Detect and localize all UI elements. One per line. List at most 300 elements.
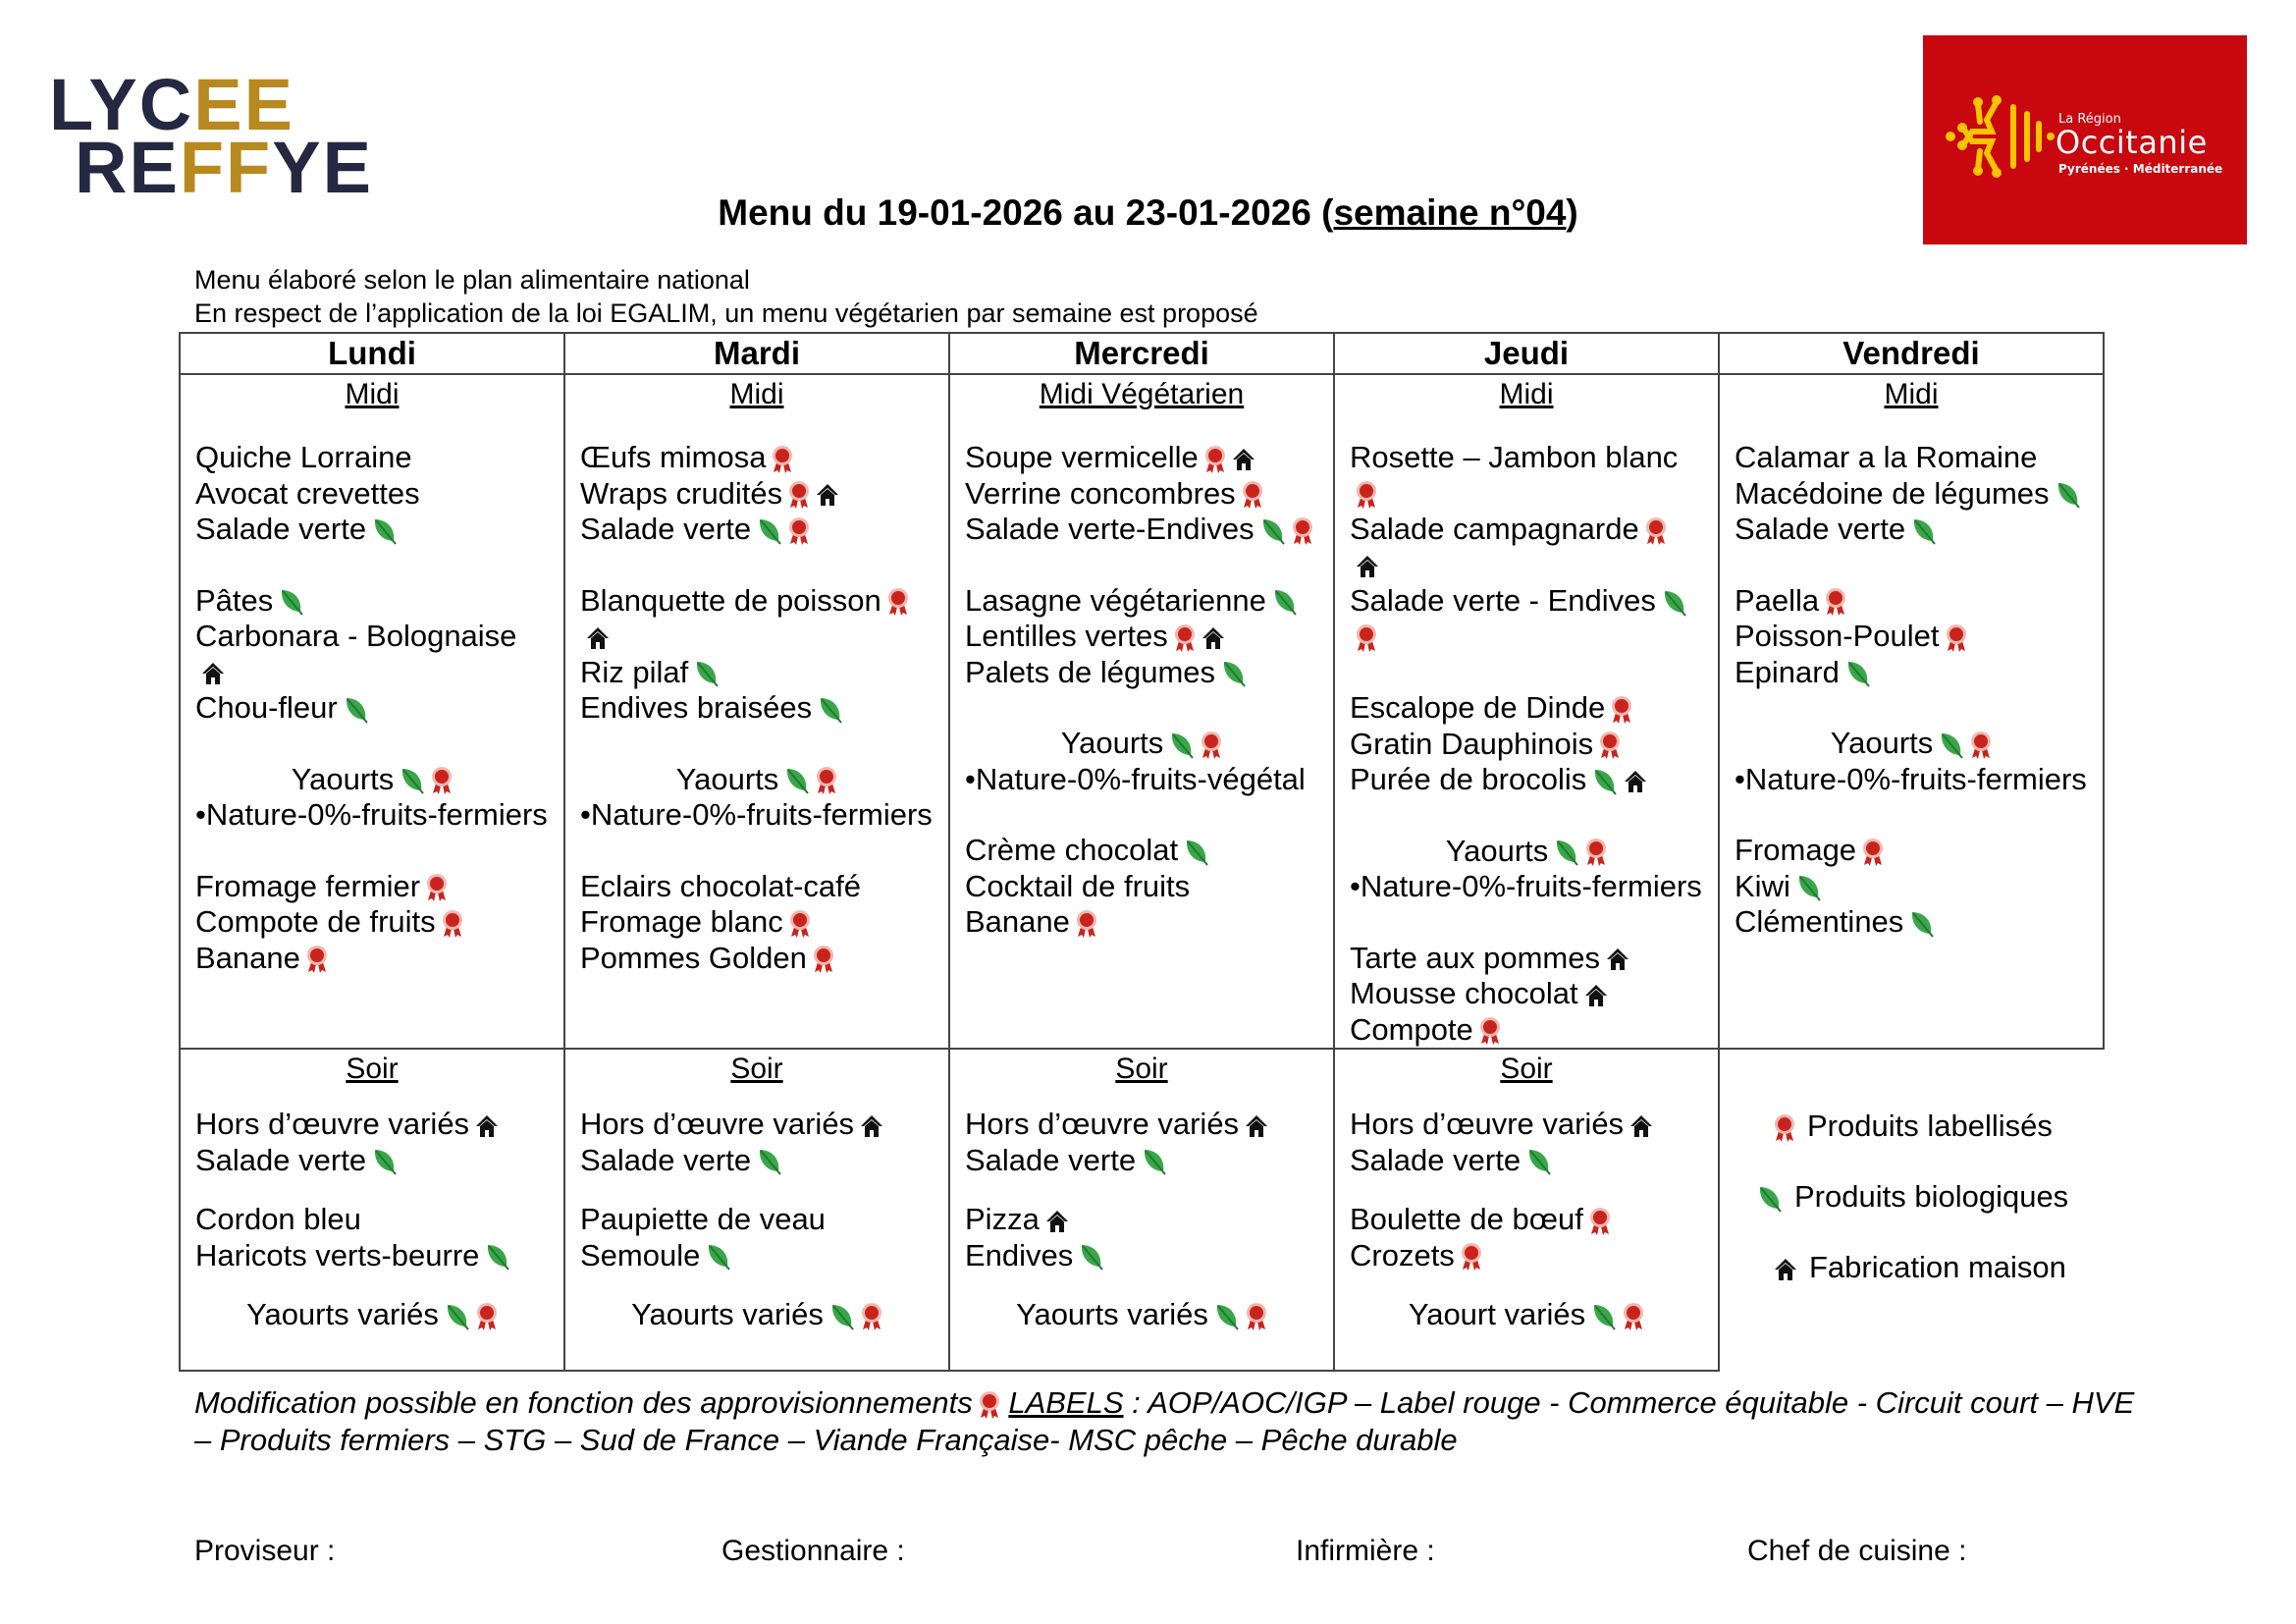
home-icon: [586, 626, 610, 650]
leaf-icon: [1272, 588, 1298, 616]
leaf-icon: [706, 1243, 731, 1271]
leaf-icon: [279, 588, 304, 616]
menu-item: [1350, 762, 1718, 798]
menu-item-text: Salade verte - Endives: [1350, 583, 1656, 618]
menu-item: [580, 1143, 948, 1179]
award-icon: [1862, 838, 1884, 867]
soir-items: [950, 1089, 1333, 1333]
leaf-icon: [1079, 1243, 1104, 1271]
menu-item-text: Fromage: [1735, 833, 1857, 867]
group-spacer: [195, 1273, 563, 1297]
menu-item: [195, 904, 563, 941]
leaf-icon: [485, 1243, 510, 1271]
group-spacer: [580, 1178, 948, 1202]
intro-line-1: Menu élaboré selon le plan alimentaire national: [194, 265, 750, 295]
menu-item: [1735, 904, 2103, 941]
menu-item-text: Fromage fermier: [195, 868, 421, 903]
menu-item: [580, 941, 948, 977]
soir-label: Soir: [1500, 1053, 1553, 1085]
group-spacer: [195, 1178, 563, 1202]
menu-item-text: Kiwi: [1735, 868, 1790, 903]
menu-item-text: Yaourts: [675, 761, 779, 796]
menu-item: [1350, 440, 1718, 476]
menu-item-text: Tarte aux pommes: [1350, 940, 1600, 975]
menu-item: [1735, 869, 2103, 905]
menu-item-text: Crozets: [1350, 1237, 1455, 1272]
soir-cell: [1334, 1049, 1719, 1371]
midi-items: [565, 414, 948, 976]
occitan-cross-icon: [1943, 82, 2060, 190]
menu-item-text: Carbonara - Bolognaise: [195, 619, 517, 653]
leaf-icon: [1169, 731, 1195, 759]
midi-cell: [1719, 374, 2104, 1049]
leaf-icon: [757, 1148, 782, 1175]
menu-item: [1350, 1238, 1718, 1274]
menu-item: [965, 476, 1333, 513]
leaf-icon: [1214, 1303, 1240, 1330]
leaf-icon: [2056, 481, 2081, 509]
signature-chef-cuisine: Chef de cuisine :: [1747, 1535, 1967, 1567]
award-icon: [1611, 695, 1632, 725]
leaf-icon: [344, 696, 369, 724]
award-icon: [1623, 1302, 1644, 1331]
menu-item-text: Semoule: [580, 1237, 701, 1272]
group-spacer: [1350, 655, 1718, 690]
signature-proviseur: Proviseur :: [194, 1535, 336, 1567]
menu-item-text: Calamar a la Romaine: [1735, 440, 2038, 474]
menu-item-text: Compote: [1350, 1011, 1473, 1047]
home-icon: [1356, 555, 1379, 578]
menu-item-text: Yaourt variés: [1408, 1297, 1586, 1331]
soir-label: Soir: [1115, 1053, 1168, 1085]
award-icon: [1461, 1242, 1482, 1272]
menu-item: [965, 1238, 1333, 1274]
signature-gestionnaire: Gestionnaire :: [721, 1535, 905, 1567]
legend-label: Produits labellisés: [1807, 1109, 2053, 1143]
award-icon: [979, 1390, 1000, 1420]
leaf-icon: [829, 1303, 855, 1330]
award-icon: [1774, 1113, 1795, 1143]
leaf-icon: [1845, 660, 1871, 687]
group-spacer: [580, 548, 948, 583]
menu-item-text: Yaourts variés: [246, 1297, 439, 1331]
award-icon: [1246, 1302, 1267, 1331]
leaf-icon: [1939, 731, 1964, 759]
menu-item: [580, 904, 948, 941]
labels-heading: LABELS: [1008, 1385, 1124, 1420]
menu-item: [195, 655, 563, 691]
home-icon: [1045, 1210, 1069, 1233]
menu-item: [1350, 548, 1718, 584]
menu-item: [580, 690, 948, 727]
menu-item: [1350, 1012, 1718, 1049]
menu-item: [965, 1143, 1333, 1179]
menu-item: [1735, 762, 2103, 798]
home-icon: [860, 1114, 883, 1138]
menu-item-text: •Nature-0%-fruits-fermiers: [580, 797, 933, 832]
award-icon: [887, 587, 909, 617]
menu-item-text: Avocat crevettes: [195, 475, 420, 511]
soir-cell: [564, 1049, 949, 1371]
menu-item-text: Salade verte: [195, 512, 367, 546]
legend-item: [1720, 1109, 2104, 1144]
leaf-icon: [1592, 768, 1618, 795]
menu-item-text: •Nature-0%-fruits-fermiers: [1350, 869, 1702, 903]
home-icon: [1584, 984, 1608, 1007]
day-header-vendredi: Vendredi: [1719, 333, 2104, 374]
menu-item-text: Fromage blanc: [580, 904, 783, 939]
award-icon: [772, 445, 793, 474]
menu-item: [1350, 583, 1718, 620]
menu-item: [1735, 512, 2103, 548]
award-icon: [1204, 445, 1226, 474]
legend-cell: [1719, 1049, 2104, 1371]
menu-item: [965, 655, 1333, 691]
home-icon: [1624, 770, 1647, 793]
footer-note: [194, 1384, 2138, 1459]
menu-item: [1735, 726, 2103, 762]
soir-label: Soir: [730, 1053, 783, 1085]
group-spacer: [965, 690, 1333, 726]
award-icon: [1645, 516, 1667, 546]
menu-item: [965, 762, 1333, 798]
menu-item: [195, 869, 563, 905]
menu-item: [1350, 834, 1718, 870]
menu-item: [195, 797, 563, 834]
menu-item: [1735, 833, 2103, 869]
group-spacer: [1735, 690, 2103, 726]
day-header-mardi: Mardi: [564, 333, 949, 374]
day-header-mercredi: Mercredi: [949, 333, 1334, 374]
award-icon: [1946, 623, 1967, 653]
menu-item: [965, 583, 1333, 620]
award-icon: [1970, 731, 1992, 760]
menu-item-text: Salade campagnarde: [1350, 512, 1639, 546]
award-icon: [1825, 587, 1846, 617]
midi-items: [950, 414, 1333, 941]
leaf-icon: [1526, 1148, 1552, 1175]
menu-item: [1350, 1143, 1718, 1179]
group-spacer: [195, 834, 563, 869]
menu-item: [1350, 1202, 1718, 1238]
menu-item: [580, 583, 948, 620]
group-spacer: [195, 727, 563, 762]
menu-item-text: Crème chocolat: [965, 833, 1179, 867]
menu-item-text: Wraps crudités: [580, 475, 783, 511]
menu-item-text: Hors d’œuvre variés: [580, 1107, 855, 1141]
legend-label: Produits biologiques: [1794, 1179, 2069, 1214]
menu-item: [1735, 476, 2103, 513]
menu-item-text: Paupiette de veau: [580, 1202, 826, 1236]
group-spacer: [1350, 1273, 1718, 1297]
menu-item: [965, 869, 1333, 905]
menu-item-text: Poisson-Poulet: [1735, 619, 1940, 653]
home-icon: [1201, 626, 1225, 650]
group-spacer: [580, 1273, 948, 1297]
menu-item: [580, 476, 948, 513]
lycee-reffye-logo: [49, 64, 373, 208]
leaf-icon: [757, 517, 782, 545]
weekly-menu-table: [179, 332, 2105, 1372]
award-icon: [1242, 480, 1263, 510]
legend-label: Fabrication maison: [1809, 1250, 2066, 1284]
menu-item-text: Verrine concombres: [965, 475, 1236, 511]
menu-item: [580, 869, 948, 905]
leaf-icon: [694, 660, 720, 687]
menu-item-text: Chou-fleur: [195, 690, 338, 725]
midi-label: Midi: [729, 378, 784, 410]
title-week-number: semaine n°04: [1333, 192, 1567, 233]
award-icon: [788, 480, 810, 510]
leaf-icon: [445, 1303, 470, 1330]
menu-item-text: Rosette – Jambon blanc: [1350, 440, 1679, 474]
group-spacer: [965, 548, 1333, 583]
day-header-lundi: Lundi: [180, 333, 564, 374]
menu-item-text: Salade verte: [195, 1142, 367, 1177]
menu-item: [965, 1202, 1333, 1238]
soir-cell: [180, 1049, 564, 1371]
region-logo-subtitle: Pyrénées · Méditerranée: [2058, 162, 2223, 176]
menu-item: [965, 904, 1333, 941]
logo-text-dark: RE: [75, 127, 180, 208]
menu-item: [195, 1107, 563, 1143]
legend-item: [1720, 1179, 2104, 1215]
group-spacer: [965, 1273, 1333, 1297]
leaf-icon: [1909, 910, 1935, 938]
group-spacer: [1735, 548, 2103, 583]
award-icon: [813, 945, 834, 974]
supply-note: Modification possible en fonction des approvisionnements: [194, 1385, 973, 1420]
intro-line-2: En respect de l’application de la loi EGALIM, un menu végétarien par semaine est proposé: [194, 298, 1258, 328]
soir-items: [565, 1089, 948, 1333]
menu-item-text: Endives: [965, 1237, 1074, 1272]
menu-item: [965, 1297, 1333, 1333]
menu-item-text: Riz pilaf: [580, 654, 689, 689]
menu-item-text: Yaourts variés: [1016, 1297, 1208, 1331]
menu-item: [580, 619, 948, 655]
menu-item: [195, 690, 563, 727]
title-dates: Menu du 19-01-2026 au 23-01-2026 (: [718, 192, 1334, 233]
home-icon: [1629, 1114, 1653, 1138]
midi-row: [180, 374, 2104, 1049]
midi-cell: [949, 374, 1334, 1049]
menu-item-text: Banane: [965, 904, 1070, 939]
signature-infirmiere: Infirmière :: [1296, 1535, 1435, 1567]
menu-item-text: Haricots verts-beurre: [195, 1237, 480, 1272]
leaf-icon: [1796, 874, 1822, 901]
home-icon: [1774, 1258, 1797, 1281]
menu-item-text: •Nature-0%-fruits-fermiers: [195, 797, 548, 832]
award-icon: [1174, 623, 1196, 653]
group-spacer: [1735, 797, 2103, 833]
menu-item: [195, 1202, 563, 1238]
award-icon: [306, 945, 328, 974]
menu-item: [1350, 690, 1718, 727]
menu-item: [1735, 440, 2103, 476]
menu-item-text: Œufs mimosa: [580, 440, 767, 474]
menu-item-text: Salade verte-Endives: [965, 512, 1255, 546]
midi-label: Midi Végétarien: [1039, 378, 1245, 410]
menu-item-text: Hors d’œuvre variés: [195, 1107, 470, 1141]
group-spacer: [1350, 1178, 1718, 1202]
midi-label: Midi: [1884, 378, 1939, 410]
leaf-icon: [1554, 839, 1579, 866]
leaf-icon: [1591, 1303, 1617, 1330]
menu-item: [580, 797, 948, 834]
award-icon: [1356, 480, 1377, 510]
leaf-icon: [1260, 517, 1286, 545]
icon-legend: [1720, 1050, 2104, 1285]
menu-item-text: Yaourts: [1445, 833, 1549, 868]
menu-item-text: Lasagne végétarienne: [965, 582, 1266, 618]
home-icon: [1232, 448, 1255, 471]
menu-item-text: Gratin Dauphinois: [1350, 726, 1594, 761]
midi-cell: [180, 374, 564, 1049]
menu-item: [1350, 512, 1718, 548]
menu-item-text: Salade verte: [965, 1142, 1137, 1177]
menu-item: [965, 440, 1333, 476]
menu-item-text: Paella: [1735, 582, 1820, 618]
award-icon: [1292, 516, 1313, 546]
menu-item-text: Pâtes: [195, 582, 274, 618]
menu-item: [1350, 1297, 1718, 1333]
leaf-icon: [1911, 517, 1937, 545]
menu-item: [1735, 655, 2103, 691]
menu-item-text: •Nature-0%-fruits-végétal: [965, 761, 1306, 796]
award-icon: [476, 1302, 498, 1331]
award-icon: [788, 516, 810, 546]
leaf-icon: [400, 767, 425, 794]
menu-item-text: Purée de brocolis: [1350, 762, 1587, 796]
menu-item: [1350, 1107, 1718, 1143]
award-icon: [1356, 623, 1377, 653]
menu-item: [580, 440, 948, 476]
menu-item: [195, 440, 563, 476]
menu-item-text: Epinard: [1735, 654, 1840, 689]
menu-item-text: Cocktail de fruits: [965, 868, 1191, 903]
menu-item: [580, 1297, 948, 1333]
menu-item-text: Clémentines: [1735, 904, 1904, 939]
menu-item-text: Mousse chocolat: [1350, 976, 1578, 1010]
legend-item: [1720, 1250, 2104, 1285]
menu-item-text: Macédoine de légumes: [1735, 475, 2050, 511]
award-icon: [426, 873, 448, 902]
menu-item-text: Yaourts: [1830, 726, 1934, 760]
title-suffix: ): [1566, 192, 1578, 233]
menu-item-text: Palets de légumes: [965, 654, 1216, 689]
menu-item-text: Yaourts: [291, 761, 395, 796]
menu-item: [965, 512, 1333, 548]
menu-item-text: Hors d’œuvre variés: [965, 1107, 1240, 1141]
menu-item-text: Salade verte: [580, 512, 752, 546]
home-icon: [475, 1114, 499, 1138]
menu-item-text: Salade verte: [580, 1142, 752, 1177]
group-spacer: [965, 797, 1333, 833]
menu-item-text: Yaourts variés: [631, 1297, 824, 1331]
menu-item-text: Salade verte: [1350, 1142, 1522, 1177]
midi-label: Midi: [1499, 378, 1554, 410]
leaf-icon: [784, 767, 810, 794]
menu-item: [1350, 620, 1718, 656]
soir-items: [1335, 1089, 1718, 1333]
award-icon: [1585, 838, 1607, 867]
menu-item: [580, 655, 948, 691]
menu-item-text: •Nature-0%-fruits-fermiers: [1735, 761, 2087, 796]
menu-item: [195, 1297, 563, 1333]
menu-item: [1735, 583, 2103, 620]
home-icon: [1245, 1114, 1268, 1138]
menu-item-text: Cordon bleu: [195, 1202, 361, 1236]
menu-item: [965, 1107, 1333, 1143]
group-spacer: [965, 1178, 1333, 1202]
award-icon: [1589, 1207, 1611, 1236]
award-icon: [816, 766, 837, 795]
menu-item: [1350, 976, 1718, 1012]
menu-item-text: Hors d’œuvre variés: [1350, 1107, 1625, 1141]
menu-item: [195, 941, 563, 977]
leaf-icon: [818, 696, 843, 724]
menu-item-text: Blanquette de poisson: [580, 582, 881, 618]
leaf-icon: [1221, 660, 1247, 687]
menu-item: [195, 1238, 563, 1274]
menu-item-text: Compote de fruits: [195, 904, 436, 939]
page-title: [0, 192, 2296, 234]
award-icon: [789, 909, 811, 939]
midi-items: [181, 414, 563, 976]
menu-item-text: Lentilles vertes: [965, 619, 1168, 653]
menu-item-text: Boulette de bœuf: [1350, 1202, 1583, 1236]
award-icon: [1599, 731, 1621, 760]
menu-item: [195, 512, 563, 548]
group-spacer: [580, 834, 948, 869]
menu-item-text: Soupe vermicelle: [965, 440, 1199, 474]
menu-item: [195, 583, 563, 620]
leaf-icon: [1184, 839, 1209, 866]
menu-item: [1350, 476, 1718, 513]
home-icon: [1606, 947, 1629, 971]
menu-item-text: Banane: [195, 940, 300, 975]
group-spacer: [1350, 798, 1718, 834]
logo-text-dark: LYC: [49, 64, 194, 145]
group-spacer: [195, 548, 563, 583]
menu-item: [965, 619, 1333, 655]
menu-item-text: Salade verte: [1735, 512, 1906, 546]
group-spacer: [1350, 905, 1718, 941]
midi-items: [1720, 414, 2103, 941]
soir-cell: [949, 1049, 1334, 1371]
award-icon: [1076, 909, 1097, 939]
leaf-icon: [372, 517, 398, 545]
region-logo-name: Occitanie: [2056, 124, 2208, 161]
menu-item: [580, 1238, 948, 1274]
menu-item: [195, 619, 563, 655]
day-header-jeudi: Jeudi: [1334, 333, 1719, 374]
logo-text-dark: YE: [272, 127, 373, 208]
leaf-icon: [1142, 1148, 1167, 1175]
menu-item-text: Endives braisées: [580, 690, 813, 725]
menu-item: [965, 833, 1333, 869]
midi-items: [1335, 414, 1718, 1048]
menu-item: [965, 726, 1333, 762]
soir-row: [180, 1049, 2104, 1371]
soir-label: Soir: [346, 1053, 399, 1085]
menu-item-text: Pommes Golden: [580, 940, 807, 975]
menu-item: [1350, 869, 1718, 905]
menu-item: [580, 1107, 948, 1143]
region-logo-small-text: La Région: [2058, 112, 2121, 127]
leaf-icon: [372, 1148, 398, 1175]
award-icon: [1479, 1016, 1501, 1046]
